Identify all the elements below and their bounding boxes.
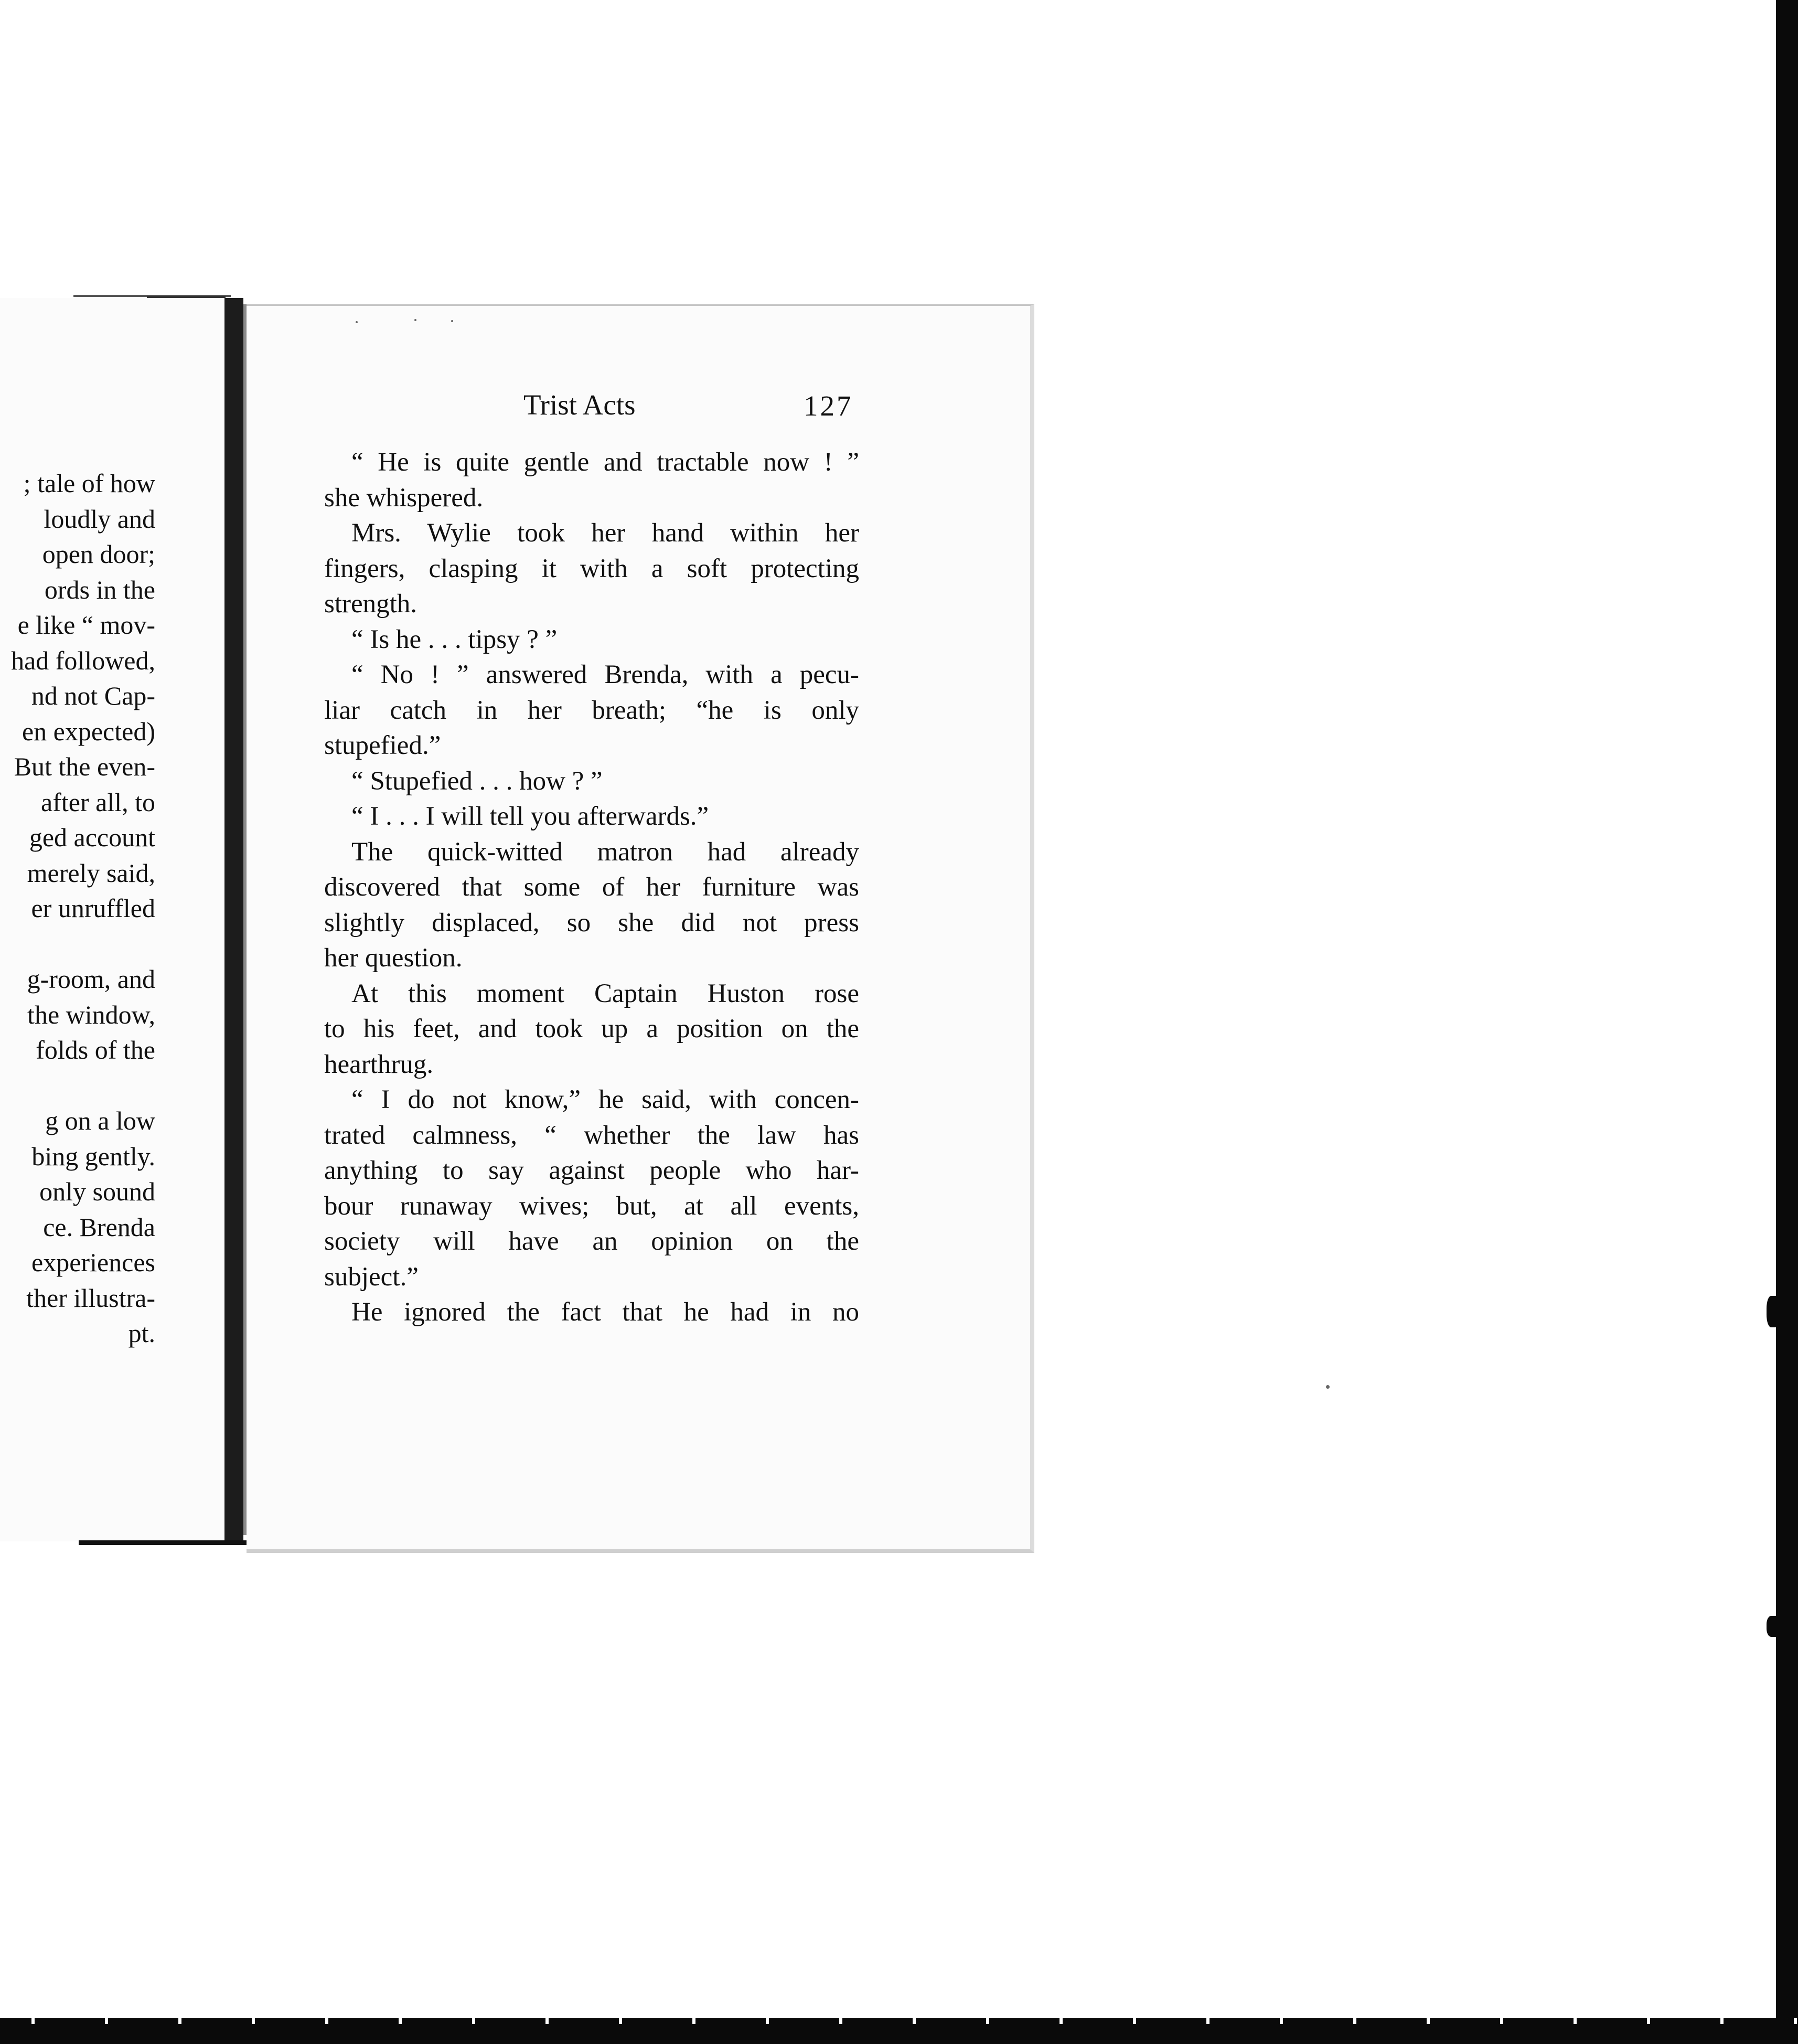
scan-frame-right [1776, 0, 1798, 2044]
page-body-text [324, 445, 859, 1330]
text-line: The quick-witted matron had already [351, 837, 859, 867]
left-text-line: merely said, [27, 858, 155, 888]
left-text-line: g-room, and [27, 964, 155, 994]
left-text-line: er unruffled [31, 893, 155, 923]
left-text-line: ce. Brenda [43, 1212, 155, 1242]
text-line: stupefied.” [324, 731, 441, 760]
text-line: to his feet, and took up a position on the [324, 1014, 859, 1044]
book-bottom-edge [79, 1540, 273, 1545]
text-line: liar catch in her breath; “he is only [324, 695, 859, 725]
page-number: 127 [804, 390, 853, 422]
left-text-line: folds of the [36, 1035, 155, 1064]
left-text-line: the window, [27, 999, 155, 1029]
text-line: “ He is quite gentle and tractable now ! ” [351, 448, 859, 477]
left-text-line: ; tale of how [23, 469, 155, 498]
text-line: discovered that some of her furniture was [324, 872, 859, 902]
left-text-line: bing gently. [31, 1141, 155, 1171]
text-line: strength. [324, 589, 418, 619]
text-line: anything to say against people who har- [324, 1156, 859, 1185]
left-text-line: ords in the [44, 574, 155, 604]
left-text-line: only sound [39, 1177, 155, 1206]
text-line: “ No ! ” answered Brenda, with a pecu- [351, 660, 859, 689]
scan-speck [451, 320, 453, 322]
scan-speck [1326, 1385, 1330, 1389]
left-text-line: pt. [128, 1318, 155, 1348]
left-text-line: loudly and [44, 504, 155, 534]
text-line: trated calmness, “ whether the law has [324, 1120, 859, 1150]
text-line: Mrs. Wylie took her hand within her [351, 518, 859, 548]
text-line: hearthrug. [324, 1049, 434, 1079]
text-line: “ Stupefied . . . how ? ” [351, 766, 603, 796]
text-line: bour runaway wives; but, at all events, [324, 1191, 859, 1221]
left-page [0, 298, 226, 1541]
text-line: she whispered. [324, 483, 484, 513]
text-line: At this moment Captain Huston rose [351, 978, 859, 1008]
scan-speck [414, 319, 416, 321]
running-head: Trist Acts [523, 389, 636, 421]
text-line: society will have an opinion on the [324, 1227, 859, 1256]
scan-frame-bottom [0, 2024, 1798, 2044]
left-text-line: open door; [42, 539, 155, 569]
left-text-line: nd not Cap- [31, 681, 155, 710]
text-line: He ignored the fact that he had in no [351, 1297, 859, 1327]
left-text-line: had followed, [11, 645, 155, 675]
left-text-line: ther illustra- [26, 1283, 155, 1313]
text-line: “ I . . . I will tell you afterwards.” [351, 802, 709, 831]
text-line: “ Is he . . . tipsy ? ” [351, 624, 558, 654]
scan-frame-notch [1767, 1616, 1778, 1637]
left-text-line: after all, to [41, 787, 155, 817]
left-text-line: experiences [31, 1248, 155, 1277]
text-line: “ I do not know,” he said, with concen- [351, 1085, 859, 1114]
left-text-line: e like “ mov- [17, 610, 155, 640]
text-line: fingers, clasping it with a soft protecting [324, 553, 859, 583]
text-line: subject.” [324, 1262, 419, 1292]
text-line: her question. [324, 943, 463, 973]
scan-speck [356, 321, 358, 323]
text-line: slightly displaced, so she did not press [324, 908, 859, 938]
book-spine [224, 298, 243, 1541]
left-text-line: But the even- [14, 752, 155, 781]
left-text-line: g on a low [45, 1106, 155, 1135]
scan-frame-notch [1767, 1296, 1778, 1327]
left-text-line: ged account [29, 823, 155, 852]
left-text-line: en expected) [22, 716, 155, 746]
